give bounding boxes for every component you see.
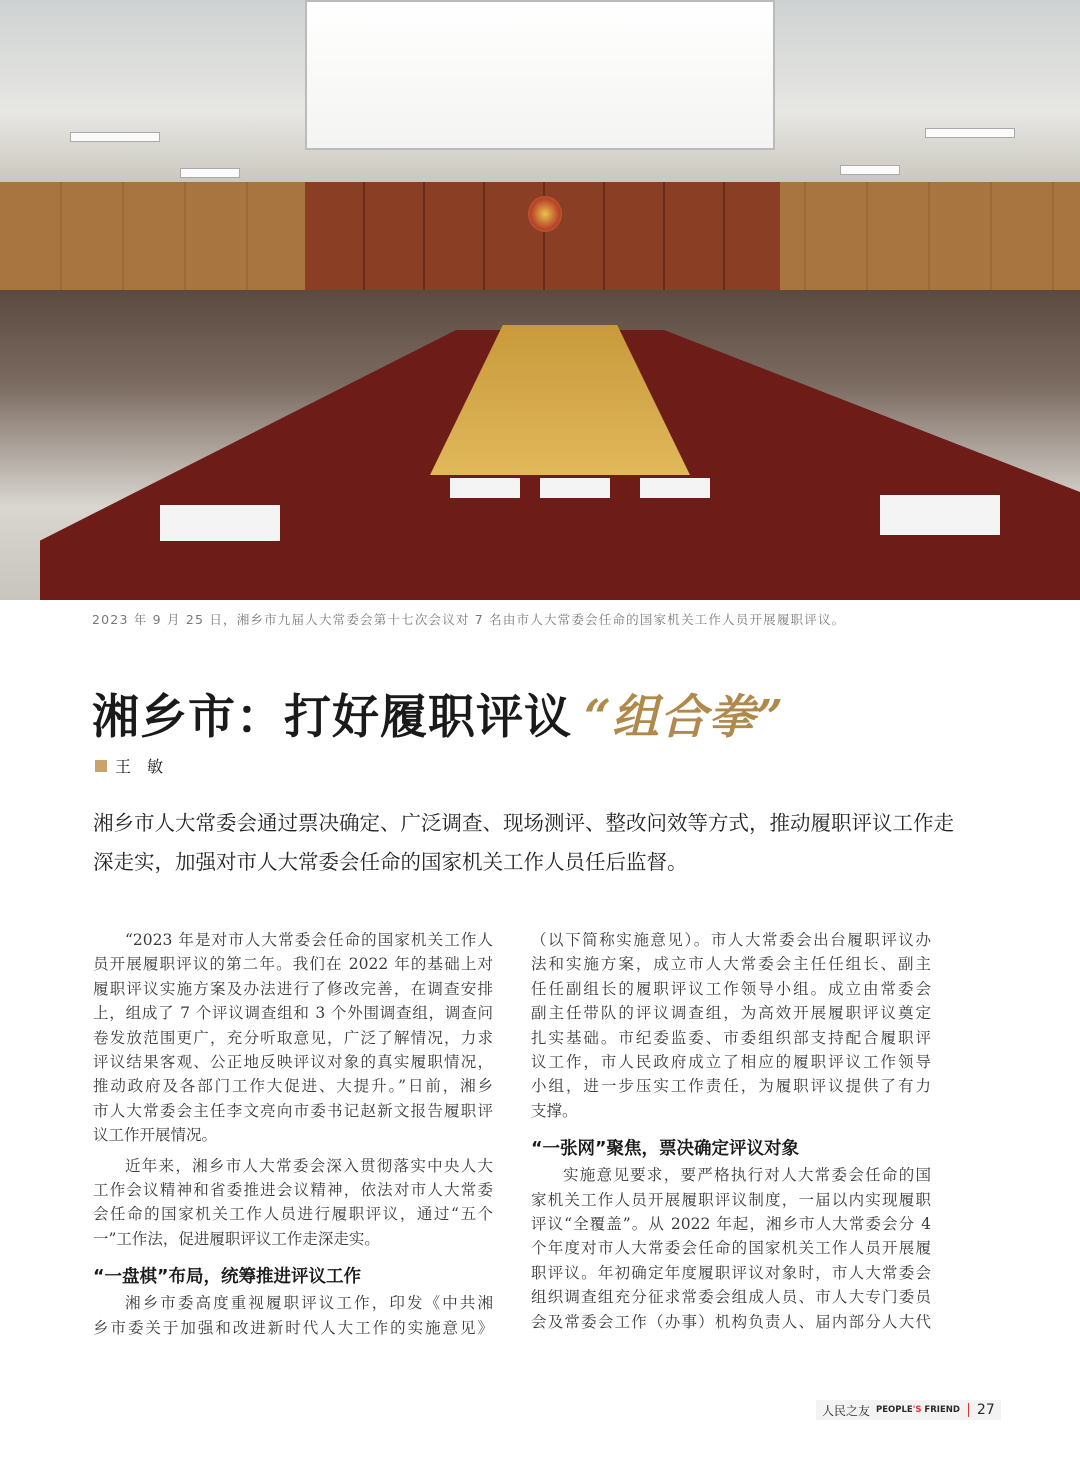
body-line: 职评议。年初确定年度履职评议对象时，市人大常委会 <box>531 1263 931 1282</box>
page-footer <box>816 1400 1001 1420</box>
body-line: 实施意见要求，要严格执行对人大常委会任命的国 <box>563 1166 931 1185</box>
body-line: 家机关工作人员开展履职评议制度，一届以内实现履职 <box>531 1190 931 1209</box>
body-line: 会及常委会工作（办事）机构负责人、届内部分人大代 <box>531 1312 931 1331</box>
national-emblem <box>528 196 562 232</box>
body-line: 推动政府及各部门工作大促进、大提升。”日前，湘乡 <box>93 1077 493 1096</box>
title-main: 湘乡市：打好履职评议 <box>92 690 572 745</box>
body-line: 小组，进一步压实工作责任，为履职评议提供了有力 <box>531 1077 931 1096</box>
body-line: 组织调查组充分征求常委会组成人员、市人大专门委员 <box>531 1288 931 1307</box>
body-line: 员开展履职评议的第二年。我们在 2022 年的基础上对 <box>93 955 493 974</box>
microphone-base <box>450 478 520 498</box>
body-line: 副主任带队的评议调查组，为高效开展履职评议奠定 <box>531 1004 931 1023</box>
lead-line: 湘乡市人大常委会通过票决确定、广泛调查、现场测评、整改问效等方式，推动履职评议工作走 <box>93 811 954 835</box>
article-title <box>92 680 784 747</box>
body-line: 议工作开展情况。 <box>93 1126 218 1145</box>
body-line: 市人大常委会主任李文亮向市委书记赵新文报告履职评 <box>93 1101 493 1120</box>
lead-line: 深走实，加强对市人大常委会任命的国家机关工作人员任后监督。 <box>93 850 688 874</box>
ceiling-lamp <box>70 132 160 142</box>
body-line: 乡市委关于加强和改进新时代人大工作的实施意见》 <box>93 1318 493 1337</box>
magazine-en-part: FRIEND <box>921 1405 960 1415</box>
right-column <box>531 928 931 1334</box>
magazine-name-en <box>876 1405 960 1415</box>
body-line: 议工作，市人民政府成立了相应的履职评议工作领导 <box>531 1053 931 1072</box>
body-line: 扎实基础。市纪委监委、市委组织部支持配合履职评 <box>531 1028 931 1047</box>
microphone-base <box>640 478 710 498</box>
document-paper <box>880 495 1000 535</box>
left-column <box>93 928 493 1340</box>
section-heading: “一张网”聚焦，票决确定评议对象 <box>531 1139 800 1160</box>
body-line: 个年度对市人大常委会任命的国家机关工作人员开展履 <box>531 1239 931 1258</box>
body-line: 评议“全覆盖”。从 2022 年起，湘乡市人大常委会分 4 <box>531 1215 931 1234</box>
magazine-en-part: PEOPLE <box>876 1405 913 1415</box>
author-byline <box>95 754 163 777</box>
body-line: 会任命的国家机关工作人员进行履职评议，通过“五个 <box>93 1205 493 1224</box>
body-line: 评议结果客观、公正地反映评议对象的真实履职情况， <box>93 1053 493 1072</box>
microphone-base <box>540 478 610 498</box>
ceiling-lamp <box>925 128 1015 138</box>
body-line: 履职评议实施方案及办法进行了修改完善，在调查安排 <box>93 979 493 998</box>
document-paper <box>160 505 280 541</box>
footer-divider <box>968 1403 969 1417</box>
body-line: 工作会议精神和省委推进会议精神，依法对市人大常委 <box>93 1181 493 1200</box>
body-line: 支撑。 <box>531 1101 578 1120</box>
body-line: 法和实施方案，成立市人大常委会主任任组长、副主 <box>531 955 931 974</box>
lead-paragraph <box>93 804 954 882</box>
body-line: 湘乡市委高度重视履职评议工作，印发《中共湘 <box>125 1294 493 1313</box>
byline-square-icon <box>95 760 107 772</box>
body-line: （以下简称实施意见）。市人大常委会出台履职评议办 <box>531 931 931 949</box>
body-line: 卷发放范围更广，充分听取意见，广泛了解情况，力求 <box>93 1028 493 1047</box>
section-heading: “一盘棋”布局，统筹推进评议工作 <box>93 1267 362 1288</box>
photo-caption: 2023 年 9 月 25 日，湘乡市九届人大常委会第十七次会议对 7 名由市人大常委会任命的国家机关工作人员开展履职评议。 <box>92 612 846 627</box>
author-name: 王 敏 <box>115 757 164 776</box>
magazine-en-apos: 'S <box>912 1405 922 1415</box>
page-number: 27 <box>976 1402 995 1418</box>
body-line: 上，组成了 7 个评议调查组和 3 个外围调查组，调查问 <box>93 1004 493 1023</box>
meeting-photo <box>0 0 1080 600</box>
ceiling-lamp <box>840 165 900 175</box>
body-line: 一”工作法，促进履职评议工作走深走实。 <box>93 1229 380 1248</box>
magazine-name-cn: 人民之友 <box>822 1403 871 1418</box>
body-line: 任任副组长的履职评议工作领导小组。成立由常委会 <box>531 979 931 998</box>
title-accent: “组合拳” <box>584 690 785 745</box>
body-line: “2023 年是对市人大常委会任命的国家机关工作人 <box>125 931 493 949</box>
body-line: 近年来，湘乡市人大常委会深入贯彻落实中央人大 <box>125 1156 493 1175</box>
ceiling-lamp <box>180 168 240 178</box>
skylight <box>305 0 775 150</box>
